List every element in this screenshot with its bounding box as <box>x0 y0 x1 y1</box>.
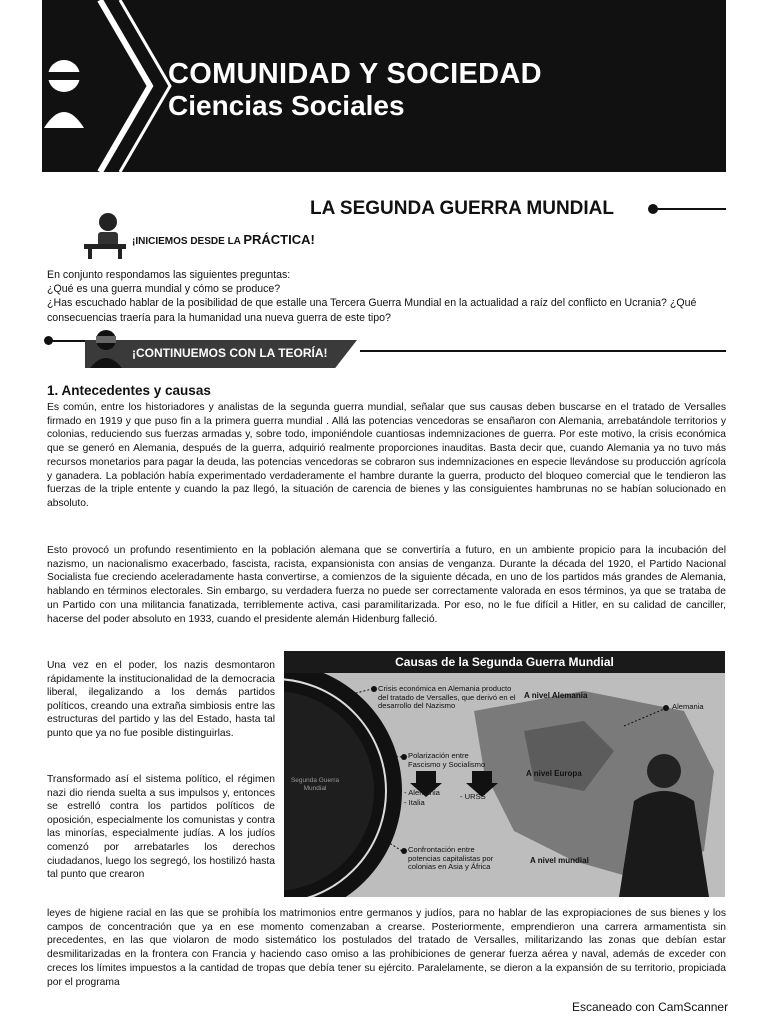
paragraph-2: Esto provocó un profundo resentimiento en la población alemana que se convertiría a futuro, en un ambiente propicio para la incubación del nazismo, un nacionalismo exacerbado, fascista, racista, expansionista con ansias de venganza. Durante la década del 1920, el Partido Nacional Socialista fue creciendo aceleradamente hasta convertirse, a comienzos de la siguiente década, en uno de los partidos más grandes de Alemania, hablando en términos electorales. Sin embargo, su verdadera fuerza no puede ser correctamente valorada en esos términos, ya que se trataba de un Partido con una militancia fanatizada, terriblemente activa, casi paramilitarizada. Por eso, no le fue difícil a Hitler, en su calidad de canciller, hacerse del poder absoluto en 1933, cuando el presidente alemán Hidenburg falleció. <box>47 545 726 625</box>
cause-1: Crisis económica en Alemania producto del tratado de Versalles, que derivó en el desarrollo del Nazismo <box>378 684 516 711</box>
question-intro: En conjunto respondamos las siguientes preguntas: <box>47 269 291 281</box>
page-subtitle: Ciencias Sociales <box>168 90 405 121</box>
left-column-paragraph-1: Una vez en el poder, los nazis desmontaron rápidamente la institucionalidad de la democracia liberal, ilegalizando a los demás partidos políticos, creando una extraña simbiosis entre las estructuras del partido y las del Estado, hasta tal punto que ya no fue posible distinguirlas. <box>47 660 275 739</box>
section-heading: 1. Antecedentes y causas <box>47 383 211 398</box>
practice-label-small: ¡INICIEMOS DESDE LA <box>132 236 244 247</box>
title-divider <box>652 208 726 210</box>
student-reading-icon <box>86 326 126 370</box>
sub-item-urss: - URSS <box>460 792 486 801</box>
theory-label: ¡CONTINUEMOS CON LA TEORÍA! <box>132 346 328 360</box>
header-chevron-logo <box>42 0 172 190</box>
left-column-paragraph-2: Transformado así el sistema político, el régimen nazi dio rienda suelta a sus impulsos y, entonces se estrelló contra los partidos políticos de oposición, especialmente los comunistas y contra las minorías, especialmente judías. A los judíos comenzó por arrebatarles los derechos ciudadanos, luego los segregó, los hostilizó hasta tal punto que crearon <box>47 774 275 881</box>
theory-divider-right <box>360 350 726 352</box>
level-mundial: A nivel mundial <box>530 856 589 865</box>
question-1: ¿Qué es una guerra mundial y cómo se produce? <box>47 283 281 296</box>
header-underline <box>42 172 726 177</box>
scanner-watermark: Escaneado con CamScanner <box>572 1000 729 1014</box>
sub-item-alemania: - Alemania <box>404 788 440 797</box>
level-alemania: A nivel Alemania <box>524 691 588 700</box>
infographic-center-label: Segunda Guerra Mundial <box>290 777 340 792</box>
paragraph-1: Es común, entre los historiadores y analistas de la segunda guerra mundial, señalar que sus causas deben buscarse en el tratado de Versalles firmado en 1919 y que puso fin a la primera guerra mundial . Allá las potencias vencedoras se ensañaron con Alemania, arrebatándole territorios y colonias, reduciendo sus fuerzas armadas y, sobre todo, imponiéndole cuantiosas indemnizaciones de guerra. Por este motivo, la crisis económica que se generó en Alemania, después de la guerra, adquirió realmente proporciones inauditas. Basta decir que, cuando Alemania ya no tuvo más recursos monetarios para pagar la deuda, las potencias vencedoras se cobraron sus indemnizaciones en especie llevándose su producción agrícola y ganadera. La población había experimentado verdaderamente el hambre durante la guerra, producto del bloqueo comercial que le tendieron las fuerzas de la triple entente y cuando la paz llegó, la situación de carencia de bienes y las consiguientes hambrunas no se habían solucionado en absoluto. <box>47 402 726 509</box>
sub-item-italia: - Italia <box>404 798 425 807</box>
practice-label <box>132 232 315 247</box>
map-label-alemania: Alemania <box>672 702 704 711</box>
question-2: ¿Has escuchado hablar de la posibilidad de que estalle una Tercera Guerra Mundial en la actualidad a raíz del conflicto en Ucrania? ¿Qué consecuencias traería para la humanidad una nueva guerra de este tipo? <box>47 297 697 324</box>
questions-block <box>47 268 727 325</box>
causes-infographic <box>284 651 725 897</box>
page-title: COMUNIDAD Y SOCIEDAD <box>168 58 542 90</box>
section-title: LA SEGUNDA GUERRA MUNDIAL <box>310 198 614 219</box>
level-europa: A nivel Europa <box>526 769 582 778</box>
cause-2: Polarización entre Fascismo y Socialismo <box>408 751 486 769</box>
practice-label-big: PRÁCTICA! <box>243 232 315 247</box>
cause-3: Confrontación entre potencias capitalistas por colonias en Asia y África <box>408 845 494 872</box>
theory-divider-left <box>47 340 87 342</box>
infographic-title: Causas de la Segunda Guerra Mundial <box>395 655 614 669</box>
student-desk-icon <box>80 210 128 260</box>
final-paragraph: leyes de higiene racial en las que se prohibía los matrimonios entre germanos y judíos, para no hablar de las expropiaciones de sus bienes y los campos de concentración que ya en ese momento comenzaban a crearse. Posteriormente, emprendieron una carrera armamentista sin precedentes, en las que violaron de modo sistemático los postulados del tratado de Versalles, militarizando las zonas que debían estar desmilitarizadas en la frontera con Francia y haciendo caso omiso a las prohibiciones de generar fuerza aérea y naval, además de exceder con creces los límites impuestos a la cantidad de tropas que debía tener su ejército. Paralelamente, se dieron a la expansión de su territorio, propiciada por el programa <box>47 908 726 988</box>
